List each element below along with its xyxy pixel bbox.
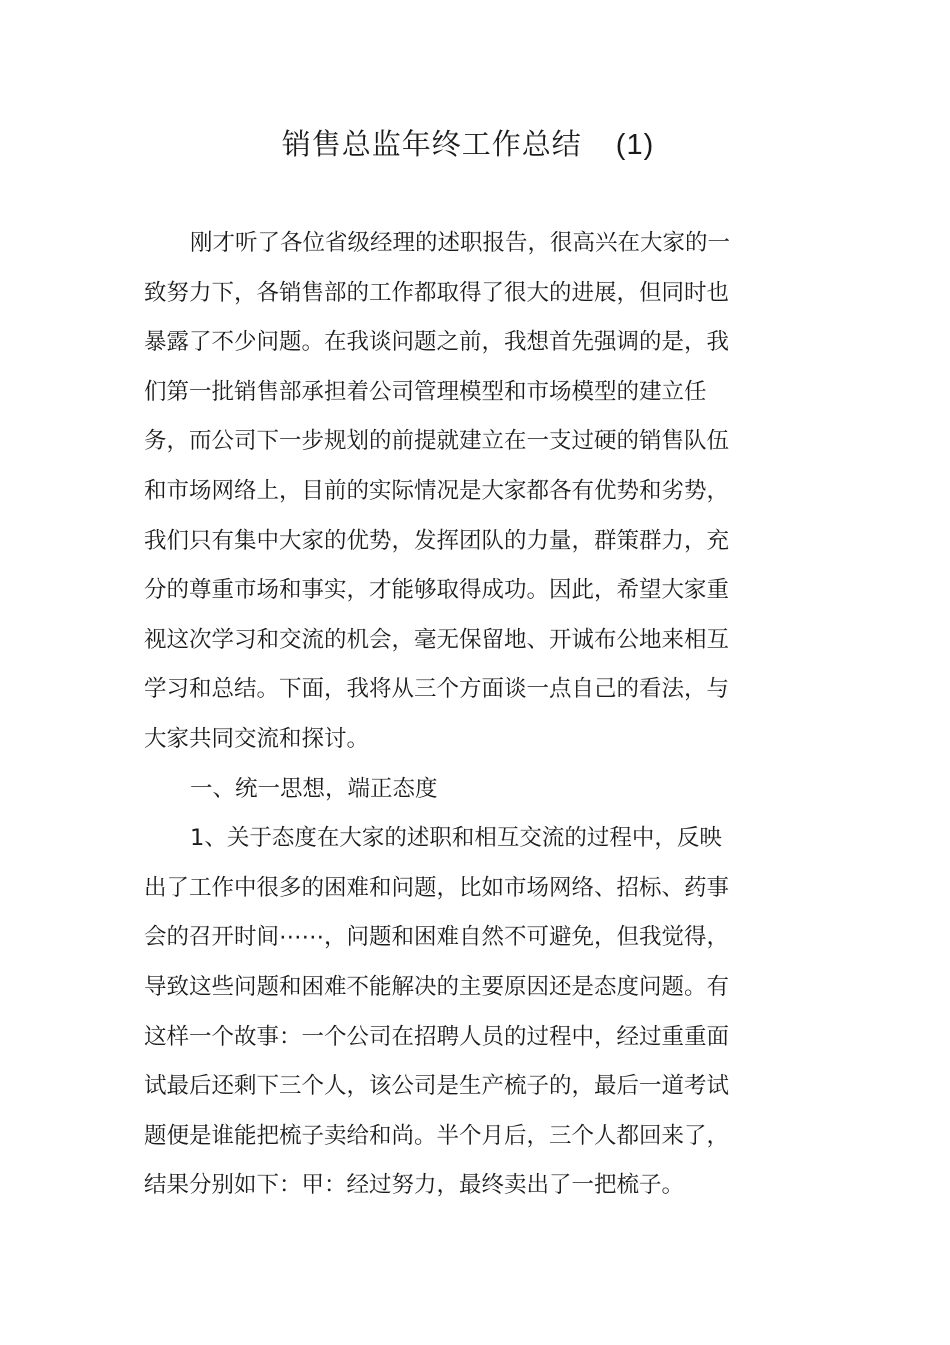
- paragraph-line: 学习和总结。下面，我将从三个方面谈一点自己的看法，与: [144, 676, 730, 703]
- paragraph-line: 1、关于态度在大家的述职和相互交流的过程中，反映: [190, 825, 722, 852]
- paragraph-line: 分的尊重市场和事实，才能够取得成功。因此，希望大家重: [144, 577, 730, 604]
- paragraph-line: 题便是谁能把梳子卖给和尚。半个月后，三个人都回来了，: [144, 1122, 730, 1149]
- paragraph-line: 这样一个故事：一个公司在招聘人员的过程中，经过重重面: [144, 1023, 730, 1050]
- section-heading: 一、统一思想，端正态度: [190, 775, 438, 802]
- paragraph-line: 试最后还剩下三个人，该公司是生产梳子的，最后一道考试: [144, 1073, 730, 1100]
- paragraph-line: 出了工作中很多的困难和问题，比如市场网络、招标、药事: [144, 874, 730, 901]
- paragraph-line: 们第一批销售部承担着公司管理模型和市场模型的建立任: [144, 378, 707, 405]
- paragraph-line: 暴露了不少问题。在我谈问题之前，我想首先强调的是，我: [144, 329, 730, 356]
- paragraph-line: 我们只有集中大家的优势，发挥团队的力量，群策群力，充: [144, 527, 730, 554]
- paragraph-line: 会的召开时间⋯⋯，问题和困难自然不可避免，但我觉得，: [144, 924, 730, 951]
- paragraph-line: 务，而公司下一步规划的前提就建立在一支过硬的销售队伍: [144, 428, 730, 455]
- paragraph-line: 刚才听了各位省级经理的述职报告，很高兴在大家的一: [190, 230, 731, 256]
- paragraph-line: 大家共同交流和探讨。: [144, 725, 370, 752]
- paragraph-line: 视这次学习和交流的机会，毫无保留地、开诚布公地来相互: [144, 626, 730, 653]
- paragraph-line: 结果分别如下：甲：经过努力，最终卖出了一把梳子。: [144, 1172, 685, 1199]
- title-number: (1): [615, 129, 655, 161]
- page-title: [0, 124, 936, 165]
- paragraph-line: 导致这些问题和困难不能解决的主要原因还是态度问题。有: [144, 973, 730, 1000]
- paragraph-line: 致努力下，各销售部的工作都取得了很大的进展，但同时也: [144, 279, 730, 306]
- document-body: [144, 219, 744, 1211]
- title-text: 销售总监年终工作总结: [281, 127, 582, 161]
- paragraph-line: 和市场网络上，目前的实际情况是大家都各有优势和劣势，: [144, 477, 730, 504]
